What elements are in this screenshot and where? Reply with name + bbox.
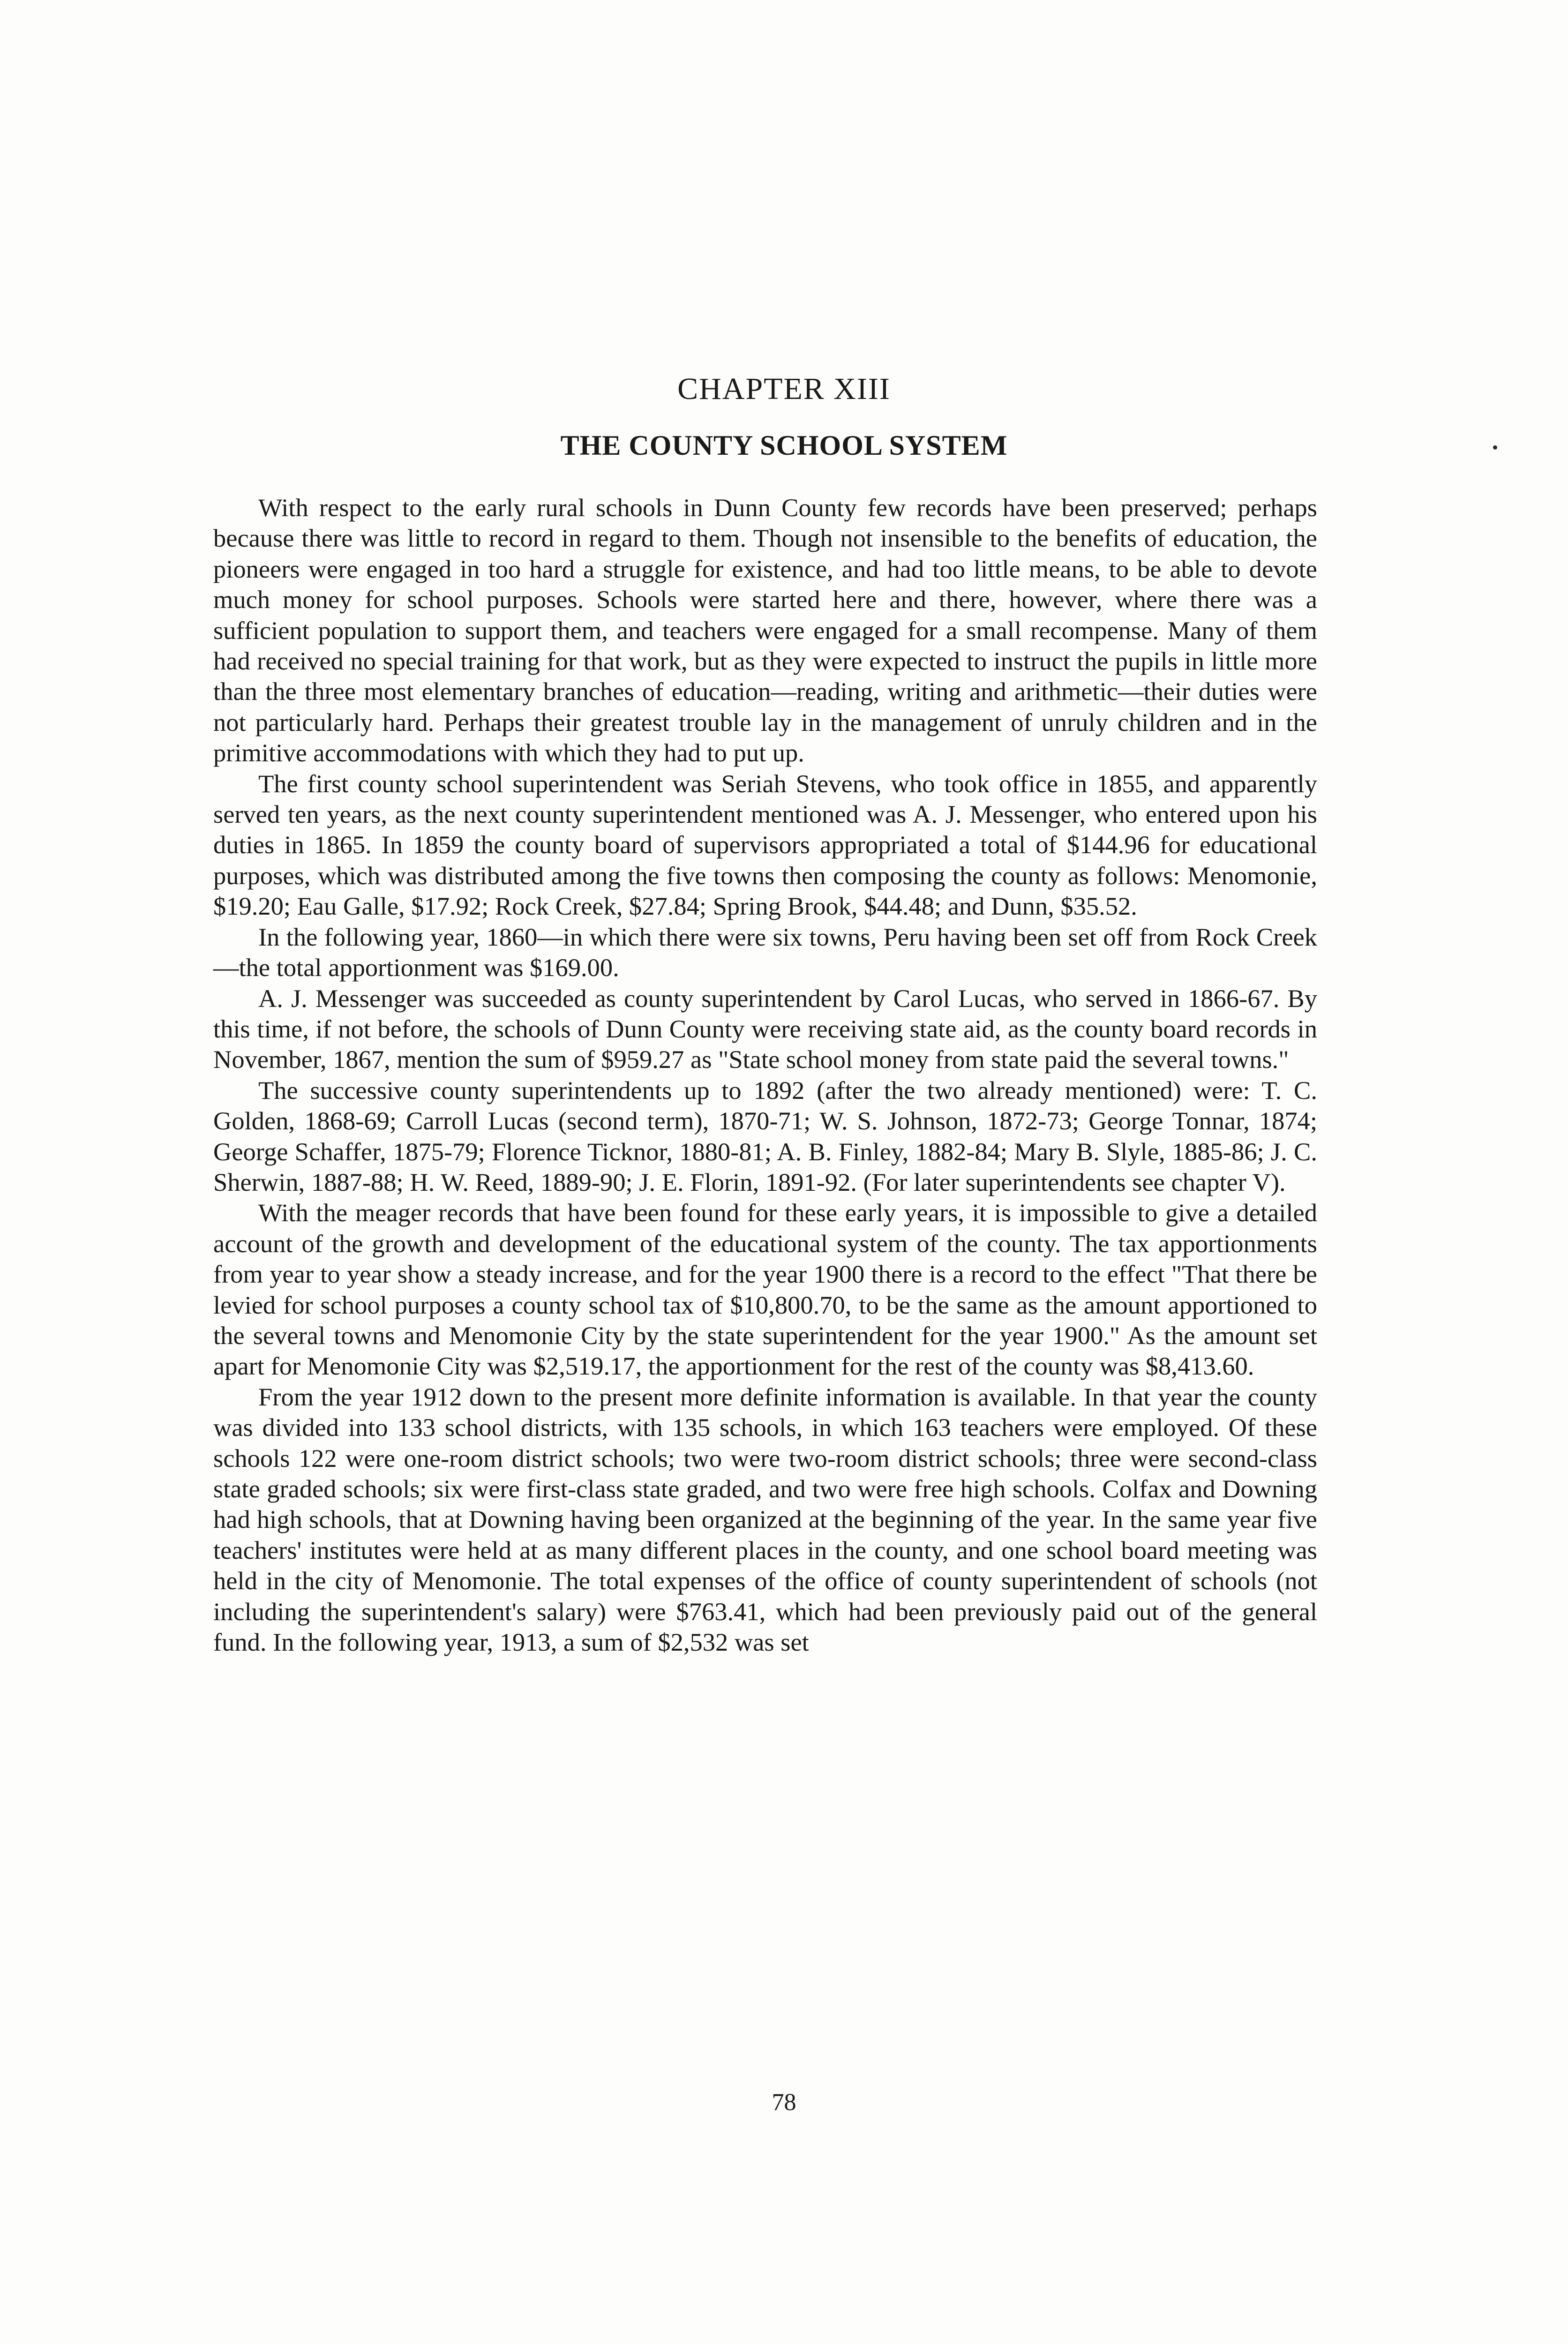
body-text (213, 492, 1317, 1657)
paragraph: The first county school superintendent was Seriah Stevens, who took office in 1855, and apparently served ten years, as the next county superintendent mentioned was A. J. Messenger, who entered upon his duties in 1865. In 1859 the county board of supervisors appropriated a total of $144.96 for educational purposes, which was distributed among the five towns then composing the county as follows: Menomonie, $19.20; Eau Galle, $17.92; Rock Creek, $27.84; Spring Brook, $44.48; and Dunn, $35.52. (213, 769, 1317, 921)
paragraph: With the meager records that have been found for these early years, it is impossible to give a detailed account of the growth and development of the educational system of the county. The tax apportionments from year to year show a steady increase, and for the year 1900 there is a record to the effect "That there be levied for school purposes a county school tax of $10,800.70, to be the same as the amount apportioned to the several towns and Menomonie City by the state superintendent for the year 1900." As the amount set apart for Menomonie City was $2,519.17, the apportionment for the rest of the county was $8,413.60. (213, 1198, 1317, 1381)
paragraph: From the year 1912 down to the present more definite information is available. In that year the county was divided into 133 school districts, with 135 schools, in which 163 teachers were employed. Of these schools 122 were one-room district schools; two were two-room district schools; three were second-class state graded schools; six were first-class state graded, and two were free high schools. Colfax and Downing had high schools, that at Downing having been organized at the beginning of the year. In the same year five teachers' institutes were held at as many different places in the county, and one school board meeting was held in the city of Menomonie. The total expenses of the office of county superintendent of schools (not including the superintendent's salary) were $763.41, which had been previously paid out of the general fund. In the following year, 1913, a sum of $2,532 was set (213, 1382, 1317, 1657)
paragraph: In the following year, 1860—in which there were six towns, Peru having been set off from Rock Creek—the total apportionment was $169.00. (213, 922, 1317, 982)
chapter-number: CHAPTER XIII (677, 372, 891, 406)
chapter-title: THE COUNTY SCHOOL SYSTEM (560, 430, 1008, 461)
paragraph: The successive county superintendents up to 1892 (after the two already mentioned) were: T. C. Golden, 1868-69; Carroll Lucas (second term), 1870-71; W. S. Johnson, 1872-73; George Tonnar, 1874; George Schaffer, 1875-79; Florence Ticknor, 1880-81; A. B. Finley, 1882-84; Mary B. Slyle, 1885-86; J. C. Sherwin, 1887-88; H. W. Reed, 1889-90; J. E. Florin, 1891-92. (For later superintendents see chapter V). (213, 1075, 1317, 1196)
paragraph: A. J. Messenger was succeeded as county superintendent by Carol Lucas, who served in 1866-67. By this time, if not before, the schools of Dunn County were receiving state aid, as the county board records in November, 1867, mention the sum of $959.27 as "State school money from state paid the several towns." (213, 984, 1317, 1074)
page-number: 78 (772, 2089, 796, 2116)
paragraph: With respect to the early rural schools in Dunn County few records have been preserved; perhaps because there was little to record in regard to them. Though not insensible to the benefits of education, the pioneers were engaged in too hard a struggle for existence, and had too little means, to be able to devote much money for school purposes. Schools were started here and there, however, where there was a sufficient population to support them, and teachers were engaged for a small recompense. Many of them had received no special training for that work, but as they were expected to instruct the pupils in little more than the three most elementary branches of education—reading, writing and arithmetic—their duties were not particularly hard. Perhaps their greatest trouble lay in the management of unruly children and in the primitive accommodations with which they had to put up. (213, 493, 1317, 767)
